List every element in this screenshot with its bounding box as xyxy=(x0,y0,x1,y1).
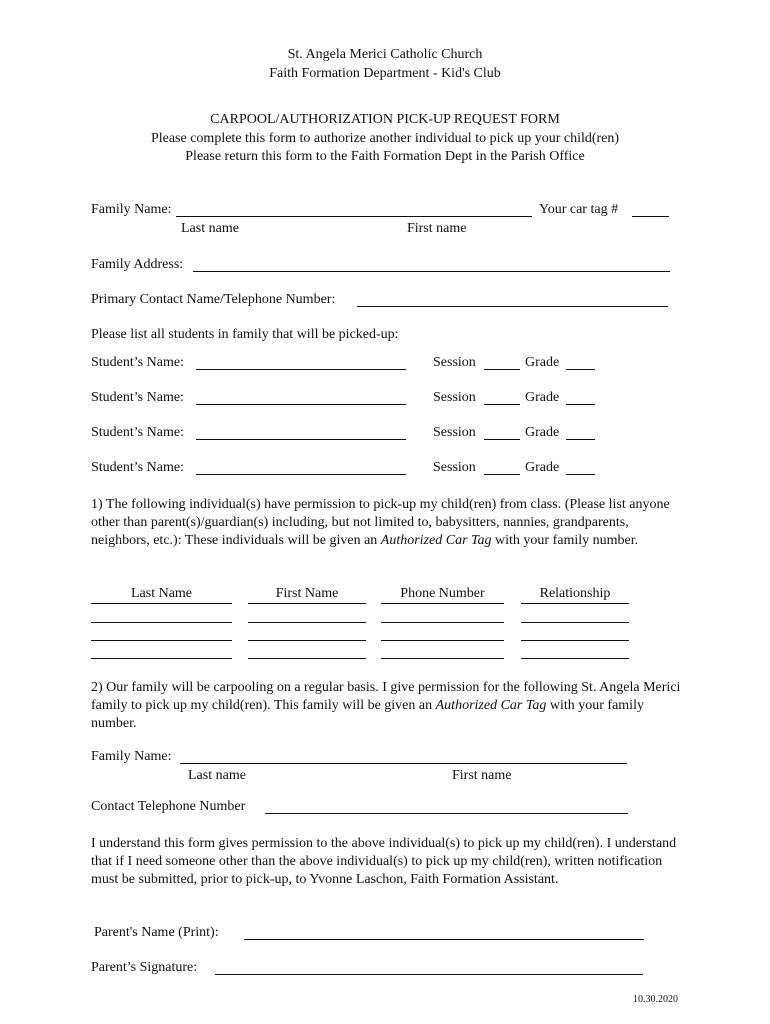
session-label: Session xyxy=(433,390,476,405)
student-name-label: Student’s Name: xyxy=(91,355,184,370)
carpool-family-name-field[interactable] xyxy=(180,763,627,764)
phone-number-cell[interactable] xyxy=(381,622,504,623)
student-name-field[interactable] xyxy=(196,439,406,440)
student-name-field[interactable] xyxy=(196,474,406,475)
form-subtitle-2: Please return this form to the Faith Formation Dept in the Parish Office xyxy=(185,149,585,164)
parent-name-label: Parent's Name (Print): xyxy=(94,925,219,940)
consent-paragraph: I understand this form gives permission to the above individual(s) to pick up my child(ren). I understand that if I need someone other than the above individual(s) to pick up my child(ren), written notification must be submitted, prior to pick-up, to Yvonne Laschon, Faith Formation Assistant. xyxy=(91,836,677,887)
grade-label: Grade xyxy=(525,425,560,440)
grade-label: Grade xyxy=(525,390,560,405)
family-name-field[interactable] xyxy=(176,216,532,217)
last-name-caption: Last name xyxy=(181,221,239,236)
first-name-caption: First name xyxy=(407,221,467,236)
carpool-family-name-label: Family Name: xyxy=(91,749,172,764)
section2-text-end: with your family number. xyxy=(91,698,644,731)
session-label: Session xyxy=(433,425,476,440)
grade-field[interactable] xyxy=(566,439,595,440)
carpool-last-name-caption: Last name xyxy=(188,768,246,783)
phone-number-cell[interactable] xyxy=(381,640,504,641)
first-name-cell[interactable] xyxy=(248,640,366,641)
column-header-relationship: Relationship xyxy=(521,585,629,604)
section2-paragraph xyxy=(91,679,686,733)
student-name-label: Student’s Name: xyxy=(91,425,184,440)
first-name-cell[interactable] xyxy=(248,622,366,623)
relationship-cell[interactable] xyxy=(521,658,629,659)
carpool-first-name-caption: First name xyxy=(452,768,512,783)
relationship-cell[interactable] xyxy=(521,622,629,623)
grade-field[interactable] xyxy=(566,369,595,370)
session-field[interactable] xyxy=(484,474,520,475)
student-name-label: Student’s Name: xyxy=(91,460,184,475)
section2-emphasis: Authorized Car Tag xyxy=(435,698,547,713)
family-address-field[interactable] xyxy=(193,271,670,272)
section1-paragraph xyxy=(91,496,686,550)
grade-field[interactable] xyxy=(566,404,595,405)
session-label: Session xyxy=(433,460,476,475)
column-header-last-name: Last Name xyxy=(91,585,232,604)
car-tag-label: Your car tag # xyxy=(539,202,619,217)
students-intro: Please list all students in family that will be picked-up: xyxy=(91,327,399,342)
contact-telephone-field[interactable] xyxy=(265,813,628,814)
primary-contact-label: Primary Contact Name/Telephone Number: xyxy=(91,292,336,307)
section1-text: 1) The following individual(s) have permission to pick-up my child(ren) from class. (Please list anyone other than parent(s)/guardian(s) including, but not limited to, babysitters, nannies, grandparents, neighbors, etc.): These individuals will be given an xyxy=(91,497,670,548)
church-name: St. Angela Merici Catholic Church xyxy=(287,47,483,62)
session-field[interactable] xyxy=(484,369,520,370)
grade-label: Grade xyxy=(525,460,560,475)
first-name-cell[interactable] xyxy=(248,658,366,659)
grade-field[interactable] xyxy=(566,474,595,475)
revision-date: 10.30.2020 xyxy=(633,994,678,1005)
car-tag-field[interactable] xyxy=(632,216,669,217)
column-header-phone-number: Phone Number xyxy=(381,585,504,604)
last-name-cell[interactable] xyxy=(91,622,232,623)
student-name-field[interactable] xyxy=(196,404,406,405)
family-address-label: Family Address: xyxy=(91,257,184,272)
grade-label: Grade xyxy=(525,355,560,370)
family-name-label: Family Name: xyxy=(91,202,172,217)
parent-signature-field[interactable] xyxy=(215,974,643,975)
column-header-first-name: First Name xyxy=(248,585,366,604)
form-title: CARPOOL/AUTHORIZATION PICK-UP REQUEST FORM xyxy=(210,112,560,127)
section1-emphasis: Authorized Car Tag xyxy=(380,533,492,548)
section2-text: 2) Our family will be carpooling on a regular basis. I give permission for the following St. Angela Merici family to pick up my child(ren). This family will be given an xyxy=(91,680,681,713)
last-name-cell[interactable] xyxy=(91,640,232,641)
session-label: Session xyxy=(433,355,476,370)
session-field[interactable] xyxy=(484,404,520,405)
section1-text-end: with your family number. xyxy=(491,533,639,548)
session-field[interactable] xyxy=(484,439,520,440)
form-subtitle-1: Please complete this form to authorize another individual to pick up your child(ren) xyxy=(150,131,620,146)
primary-contact-field[interactable] xyxy=(357,306,668,307)
relationship-cell[interactable] xyxy=(521,640,629,641)
parent-name-field[interactable] xyxy=(244,939,644,940)
parent-signature-label: Parent’s Signature: xyxy=(91,960,198,975)
student-name-field[interactable] xyxy=(196,369,406,370)
contact-telephone-label: Contact Telephone Number xyxy=(91,799,246,814)
phone-number-cell[interactable] xyxy=(381,658,504,659)
student-name-label: Student’s Name: xyxy=(91,390,184,405)
last-name-cell[interactable] xyxy=(91,658,232,659)
department-name: Faith Formation Department - Kid's Club xyxy=(269,66,501,81)
